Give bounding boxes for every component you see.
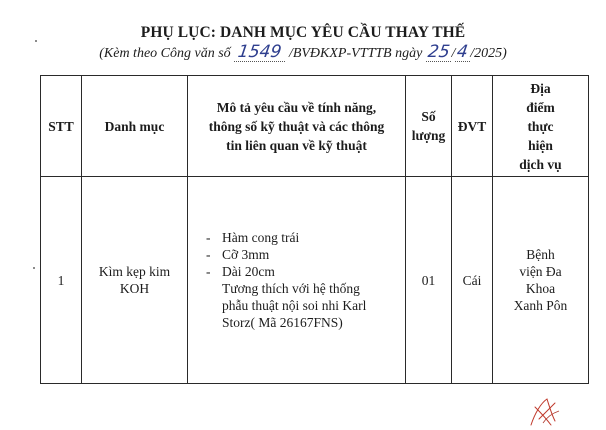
date-separator: / — [451, 46, 456, 61]
header-description: Mô tả yêu cầu về tính năng, thông số kỹ thuật và các thông tin liên quan về kỹ thuật — [188, 76, 406, 177]
header-unit: ĐVT — [452, 76, 493, 177]
signature-mark-icon — [525, 395, 565, 430]
cell-quantity: 01 — [406, 177, 452, 384]
cell-category: Kìm kẹp kim KOH — [82, 177, 188, 384]
table-header-row — [41, 76, 589, 177]
spec-item: phẫu thuật nội soi nhi Karl — [222, 298, 367, 313]
table-row — [41, 177, 589, 384]
cell-location: Bệnh viện Đa Khoa Xanh Pôn — [493, 177, 589, 384]
reference-middle: /BVĐKXP-VTTTB ngày — [288, 46, 423, 61]
spec-item: - Dài 20cm — [206, 263, 399, 280]
header-category: Danh mục — [82, 76, 188, 177]
reference-suffix: /2025) — [470, 46, 507, 61]
document-reference-line — [0, 42, 606, 62]
handwritten-day: 25 — [426, 42, 451, 62]
cell-stt: 1 — [41, 177, 82, 384]
scan-speck — [33, 267, 35, 269]
header-stt: STT — [41, 76, 82, 177]
cell-specifications — [188, 177, 406, 384]
spec-item: - Cỡ 3mm — [206, 246, 399, 263]
spec-item: Storz( Mã 26167FNS) — [222, 315, 343, 330]
header-location: Địa điểm thực hiện dịch vụ — [493, 76, 589, 177]
spec-list — [188, 229, 405, 331]
handwritten-month: 4 — [455, 42, 470, 62]
page-title: PHỤ LỤC: DANH MỤC YÊU CẦU THAY THẾ — [140, 24, 466, 41]
requirements-table — [40, 75, 589, 384]
reference-prefix: (Kèm theo Công văn số — [99, 46, 231, 61]
spec-item: - Hàm cong trái — [206, 229, 399, 246]
handwritten-document-number: 1549 — [236, 42, 283, 62]
spec-item: Tương thích với hệ thống — [222, 281, 360, 296]
header-quantity: Số lượng — [406, 76, 452, 177]
cell-unit: Cái — [452, 177, 493, 384]
